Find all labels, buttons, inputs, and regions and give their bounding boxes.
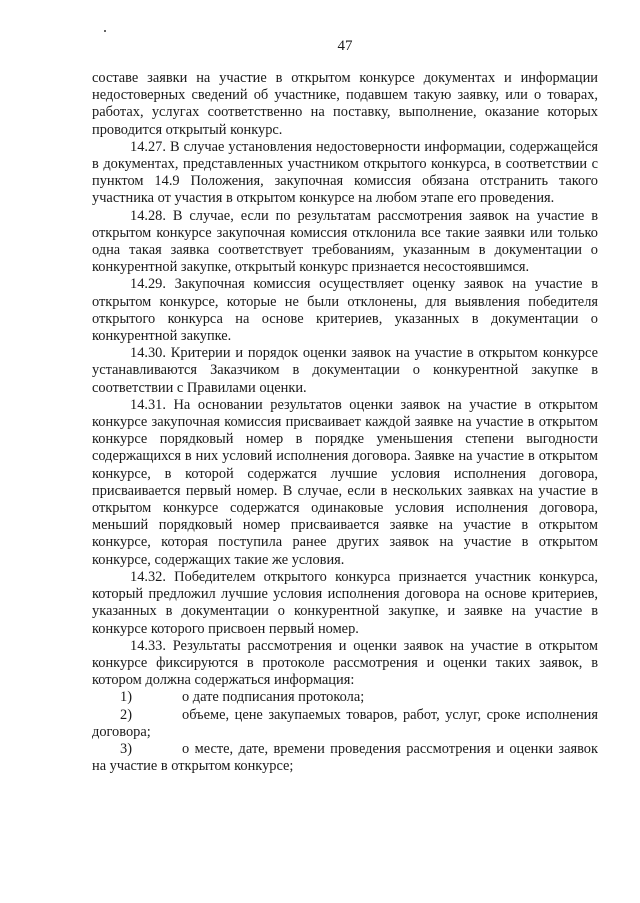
page-number: 47 <box>337 38 353 54</box>
paragraph-14-32: 14.32. Победителем открытого конкурса признается участник конкурса, который предложил лучшие условия исполнения договора на основе критериев, указанных в документации о конкурентной закупке, и заявке на участие в конкурсе которого присвоен первый номер. <box>92 568 598 637</box>
paragraph-continuation: составе заявки на участие в открытом конкурсе документах и информации недостоверных сведений об участнике, подавшем такую заявку, или о товарах, работах, услугах соответственно на поставку, выполнение, оказание которых проводится открытый конкурс. <box>92 70 598 138</box>
paragraph-14-31: 14.31. На основании результатов оценки заявок на участие в открытом конкурсе закупочная комиссия присваивает каждой заявке на участие в открытом конкурсе порядковый номер в порядке уменьшения степени выгодности содержащихся в них условий исполнения договора. Заявке на участие в открытом конкурсе, в которой содержатся лучшие условия исполнения договора, присваивается первый номер. В случае, если в нескольких заявках на участие в открытом конкурсе содержатся одинаковые условия исполнения договора, меньший порядковый номер присваивается заявке на участие в открытом конкурсе, которая поступила ранее других заявок на участие в открытом конкурсе, содержащих такие же условия. <box>92 396 598 568</box>
paragraph-14-29: 14.29. Закупочная комиссия осуществляет оценку заявок на участие в открытом конкурсе, которые не были отклонены, для выявления победителя открытого конкурса на основе критериев, указанных в документации о конкурентной закупке. <box>92 276 598 345</box>
list-item <box>92 707 598 741</box>
list-item-text: о дате подписания протокола; <box>182 689 365 706</box>
paragraph-14-30: 14.30. Критерии и порядок оценки заявок на участие в открытом конкурсе устанавливаются Заказчиком в документации о конкурентной закупке в соответствии с Правилами оценки. <box>92 345 598 396</box>
paragraph-14-28: 14.28. В случае, если по результатам рассмотрения заявок на участие в открытом конкурсе закупочная комиссия отклонила все такие заявки или только одна такая заявка соответствует требованиям, указанным в документации о конкурентной закупке, открытый конкурс признается несостоявшимся. <box>92 207 598 276</box>
list-item-text: о месте, дате, времени проведения рассмотрения и оценки заявок на участие в открытом конкурсе; <box>92 740 598 775</box>
scan-dot <box>104 30 106 32</box>
list-item <box>92 689 598 706</box>
list-item-text: объеме, цене закупаемых товаров, работ, услуг, сроке исполнения договора; <box>92 706 598 740</box>
paragraph-14-27: 14.27. В случае установления недостоверности информации, содержащейся в документах, представленных участником открытого конкурса, в соответствии с пунктом 14.9 Положения, закупочная комиссия обязана отстранить такого участника от участия в открытом конкурсе на любом этапе его проведения. <box>92 138 598 207</box>
list-item-number: 2) <box>120 706 132 723</box>
document-page <box>92 36 598 775</box>
list-item <box>92 741 598 775</box>
list-item-number: 3) <box>120 740 132 757</box>
paragraph-14-33: 14.33. Результаты рассмотрения и оценки заявок на участие в открытом конкурсе фиксируются в протоколе рассмотрения и оценки таких заявок, в котором должна содержаться информация: <box>92 637 598 689</box>
list-item-number: 1) <box>120 689 132 706</box>
